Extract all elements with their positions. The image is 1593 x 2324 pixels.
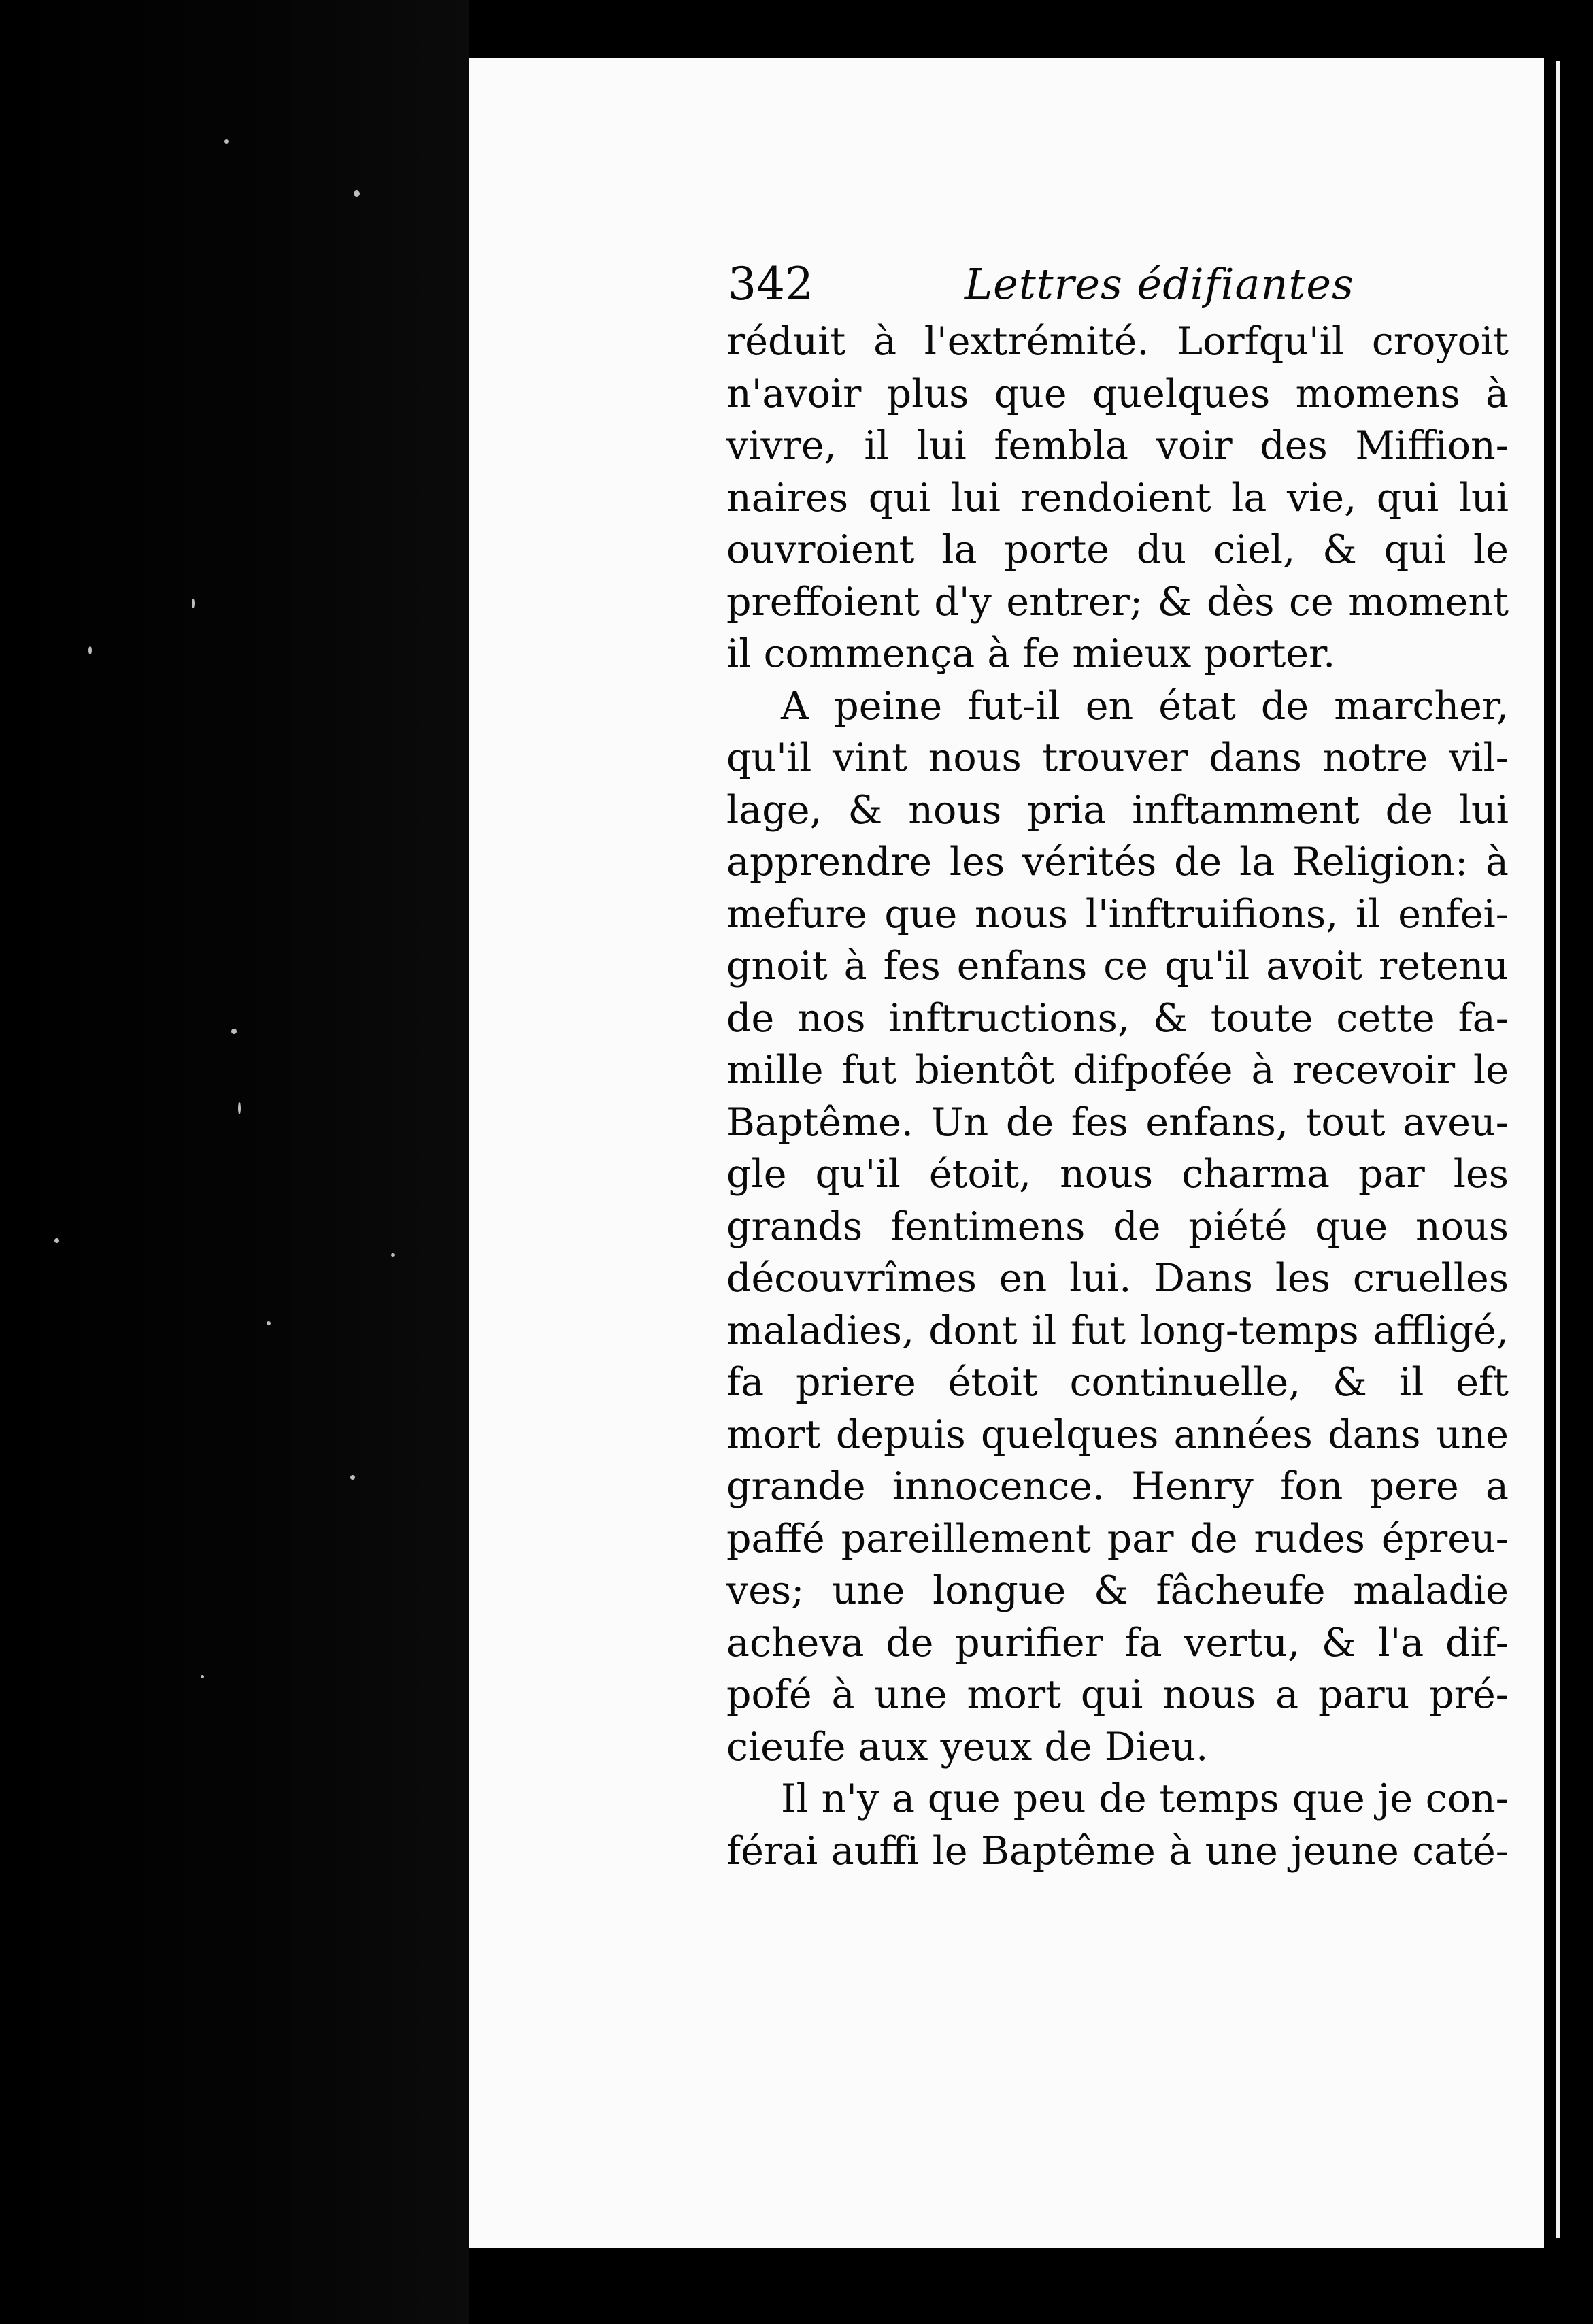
dust-speck [192,599,195,608]
text-line: mort depuis quelques années dans une [726,1412,1509,1457]
dust-speck [54,1238,59,1243]
page-number: 342 [728,258,814,310]
paragraph [726,1773,1509,1877]
running-title: Lettres édifiantes [965,259,1354,309]
text-line: pofé à une mort qui nous a paru pré- [726,1672,1509,1717]
text-line: il commença à fe mieux porter. [726,631,1336,676]
text-block [726,253,1509,1877]
text-line: acheva de purifier fa vertu, & l'a dif- [726,1620,1509,1665]
paragraph [726,316,1509,680]
paragraph [726,680,1509,1774]
dust-speck [391,1253,395,1257]
text-line: férai auffi le Baptême à une jeune caté- [726,1828,1509,1874]
dust-speck [267,1321,271,1325]
text-line: preffoient d'y entrer; & dès ce moment [726,579,1509,625]
text-line: n'avoir plus que quelques momens à [726,371,1509,416]
text-line: vivre, il lui fembla voir des Miffion- [726,423,1509,468]
dust-speck [224,139,229,144]
text-line: ves; une longue & fâcheufe maladie [726,1568,1509,1613]
text-line: apprendre les vérités de la Religion: à [726,840,1509,884]
page-edge-rule [1556,61,1560,2238]
text-line: découvrîmes en lui. Dans les cruelles [726,1256,1509,1301]
text-line: grande innocence. Henry fon pere a [726,1464,1509,1509]
dust-speck [350,1475,355,1480]
dust-speck [238,1102,241,1114]
book-spine-edge [0,0,469,2324]
text-line: maladies, dont il fut long-temps affligé, [726,1308,1509,1353]
text-line: paffé pareillement par de rudes épreu- [726,1516,1509,1561]
text-line: réduit à l'extrémité. Lorfqu'il croyoit [726,319,1509,364]
text-line: naires qui lui rendoient la vie, qui lui [726,475,1509,520]
right-page-edge [1544,0,1593,2324]
text-line: mefure que nous l'inftruifions, il enfei- [726,891,1509,937]
text-line: qu'il vint nous trouver dans notre vil- [726,735,1509,780]
text-line: Il n'y a que peu de temps que je con- [781,1776,1509,1821]
text-line: grands fentimens de piété que nous [726,1204,1509,1249]
dust-speck [201,1675,204,1678]
text-line: A peine fut-il en état de marcher, [781,683,1509,729]
text-line: lage, & nous pria inftamment de lui [726,787,1509,833]
text-line: gle qu'il étoit, nous charma par les [726,1152,1509,1197]
text-line: ouvroient la porte du ciel, & qui le [726,527,1509,572]
text-line: fa priere étoit continuelle, & il eft [726,1360,1509,1405]
text-line: mille fut bientôt difpofée à recevoir le [726,1048,1509,1093]
text-line: cieufe aux yeux de Dieu. [726,1724,1209,1770]
text-line: Baptême. Un de fes enfans, tout aveu- [726,1099,1509,1145]
text-line: gnoit à fes enfans ce qu'il avoit retenu [726,944,1509,989]
dust-speck [88,646,92,654]
dust-speck [354,190,360,197]
text-line: de nos inftructions, & toute cette fa- [726,995,1509,1041]
dust-speck [231,1029,237,1034]
running-head [726,253,1509,316]
